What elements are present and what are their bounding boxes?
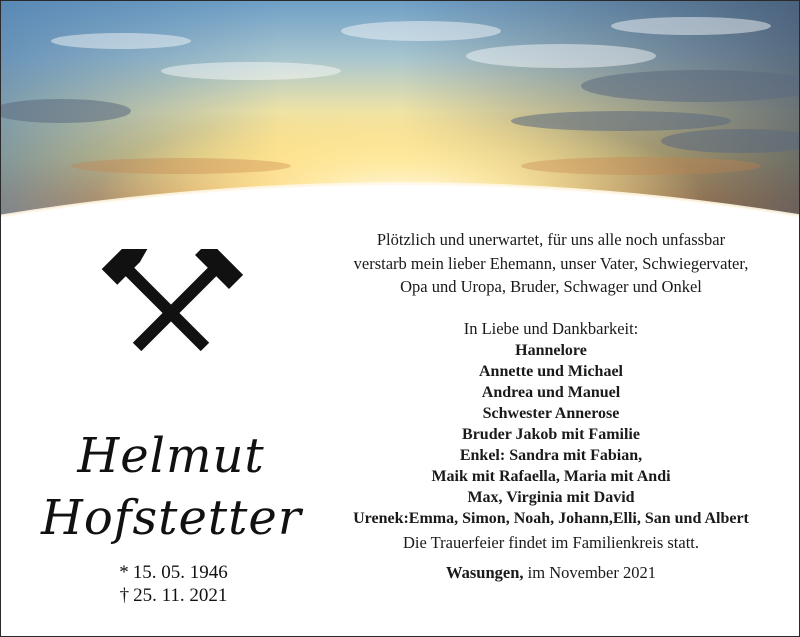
mourner-entry: Hannelore xyxy=(515,341,587,359)
place-name: Wasungen, xyxy=(446,562,524,582)
hammer-and-pick-icon xyxy=(96,249,246,377)
intro-line: verstarb mein lieber Ehemann, unser Vater, Schwiegervater, xyxy=(353,253,749,273)
mourner-entry: Bruder Jakob mit Familie xyxy=(462,425,640,443)
place-and-date xyxy=(331,562,771,584)
birth-symbol: * xyxy=(119,562,129,583)
mourners-list xyxy=(331,340,771,529)
mourner-entry: Enkel: Sandra mit Fabian, xyxy=(459,446,643,464)
funeral-note: Die Trauerfeier findet im Familienkreis statt. xyxy=(402,532,700,552)
notice-text-column xyxy=(331,228,771,584)
date-note: im November 2021 xyxy=(527,562,656,582)
intro-line: Plötzlich und unerwartet, für uns alle noch unfassbar xyxy=(376,230,726,249)
intro-line: Opa und Uropa, Bruder, Schwager und Onkel xyxy=(400,277,702,296)
intro-text xyxy=(331,228,771,299)
mourner-entry: Schwester Annerose xyxy=(482,404,620,422)
deceased-last-name: Hofstetter xyxy=(41,490,302,546)
sunset-sky-image xyxy=(1,1,800,231)
mourner-entry: Maik mit Rafaella, Maria mit Andi xyxy=(431,467,671,485)
death-line xyxy=(41,586,306,605)
gratitude-line: In Liebe und Dankbarkeit: xyxy=(463,318,639,338)
death-date: 25. 11. 2021 xyxy=(133,585,228,606)
death-symbol: † xyxy=(119,585,130,606)
mourner-entry: Andrea und Manuel xyxy=(481,383,621,401)
birth-line xyxy=(41,563,306,582)
mourner-entry: Urenek:Emma, Simon, Noah, Johann,Elli, San und Albert xyxy=(353,509,749,527)
birth-date: 15. 05. 1946 xyxy=(132,562,228,583)
mourner-entry: Max, Virginia mit David xyxy=(467,488,635,506)
mourner-entry: Annette und Michael xyxy=(479,362,623,380)
deceased-first-name: Helmut xyxy=(77,428,265,484)
